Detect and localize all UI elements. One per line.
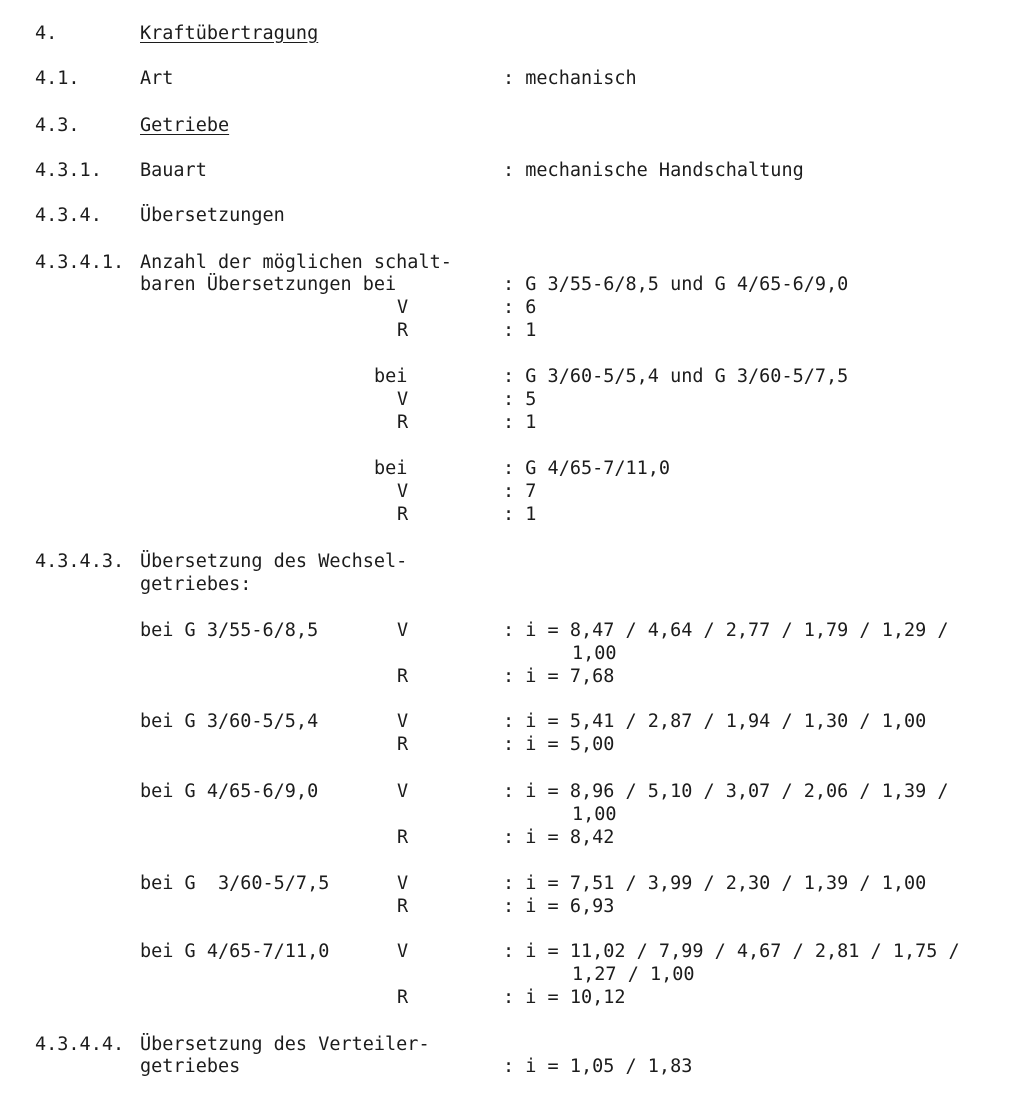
r-value: : 1	[503, 412, 537, 433]
item-label: Übersetzung des Verteiler-	[140, 1034, 430, 1055]
item-label: Übersetzungen	[140, 205, 285, 226]
item-value: : mechanische Handschaltung	[503, 160, 804, 181]
v-value: : 5	[503, 389, 537, 410]
item-value: : mechanisch	[503, 68, 637, 89]
v-label: V	[397, 941, 409, 962]
v-label: V	[397, 620, 409, 641]
r-ratio: : i = 5,00	[503, 734, 615, 755]
item-label: Art	[140, 68, 174, 89]
item-value: : i = 1,05 / 1,83	[503, 1056, 693, 1077]
r-ratio: : i = 7,68	[503, 666, 615, 687]
v-label: V	[397, 389, 409, 410]
item-number: 4.3.4.1.	[35, 252, 125, 273]
item-number: 4.1.	[35, 68, 80, 89]
v-label: V	[397, 297, 409, 318]
item-number: 4.3.4.	[35, 205, 102, 226]
v-ratios: : i = 7,51 / 3,99 / 2,30 / 1,39 / 1,00	[503, 873, 927, 894]
r-label: R	[397, 666, 409, 687]
r-ratio: : i = 8,42	[503, 827, 615, 848]
v-value: : 6	[503, 297, 537, 318]
group-value: : G 4/65-7/11,0	[503, 458, 671, 479]
r-label: R	[397, 320, 409, 341]
item-number: 4.3.4.4.	[35, 1034, 125, 1055]
v-label: V	[397, 711, 409, 732]
gearbox-name: bei G 3/60-5/5,4	[140, 711, 319, 732]
v-label: V	[397, 873, 409, 894]
v-ratios: : i = 5,41 / 2,87 / 1,94 / 1,30 / 1,00	[503, 711, 927, 732]
item-label: getriebes:	[140, 574, 252, 595]
gearbox-name: bei G 3/55-6/8,5	[140, 620, 319, 641]
v-ratios: : i = 8,96 / 5,10 / 3,07 / 2,06 / 1,39 /	[503, 781, 949, 802]
v-value: : 7	[503, 481, 537, 502]
v-ratios: : i = 8,47 / 4,64 / 2,77 / 1,79 / 1,29 /	[503, 620, 949, 641]
item-number: 4.3.1.	[35, 160, 102, 181]
item-label: getriebes	[140, 1056, 241, 1077]
bei-label: bei	[374, 366, 408, 387]
v-label: V	[397, 481, 409, 502]
r-label: R	[397, 504, 409, 525]
r-label: R	[397, 827, 409, 848]
r-label: R	[397, 896, 409, 917]
section-title: Kraftübertragung	[140, 23, 319, 44]
item-label: Bauart	[140, 160, 207, 181]
item-label: Anzahl der möglichen schalt-	[140, 252, 452, 273]
item-number: 4.3.4.3.	[35, 551, 125, 572]
bei-label: bei	[374, 458, 408, 479]
r-value: : 1	[503, 320, 537, 341]
group-value: : G 3/55-6/8,5 und G 4/65-6/9,0	[503, 274, 849, 295]
r-value: : 1	[503, 504, 537, 525]
r-label: R	[397, 987, 409, 1008]
r-label: R	[397, 734, 409, 755]
r-label: R	[397, 412, 409, 433]
v-ratios-cont: 1,00	[572, 804, 617, 825]
r-ratio: : i = 6,93	[503, 896, 615, 917]
gearbox-name: bei G 3/60-5/7,5	[140, 873, 330, 894]
section-number: 4.3.	[35, 115, 80, 136]
section-number: 4.	[35, 23, 58, 44]
r-ratio: : i = 10,12	[503, 987, 626, 1008]
item-label: Übersetzung des Wechsel-	[140, 551, 408, 572]
section-title: Getriebe	[140, 115, 230, 136]
group-value: : G 3/60-5/5,4 und G 3/60-5/7,5	[503, 366, 849, 387]
item-label: baren Übersetzungen bei	[140, 274, 397, 295]
gearbox-name: bei G 4/65-7/11,0	[140, 941, 330, 962]
gearbox-name: bei G 4/65-6/9,0	[140, 781, 319, 802]
v-ratios-cont: 1,27 / 1,00	[572, 964, 695, 985]
v-ratios-cont: 1,00	[572, 643, 617, 664]
v-label: V	[397, 781, 409, 802]
v-ratios: : i = 11,02 / 7,99 / 4,67 / 2,81 / 1,75 /	[503, 941, 960, 962]
